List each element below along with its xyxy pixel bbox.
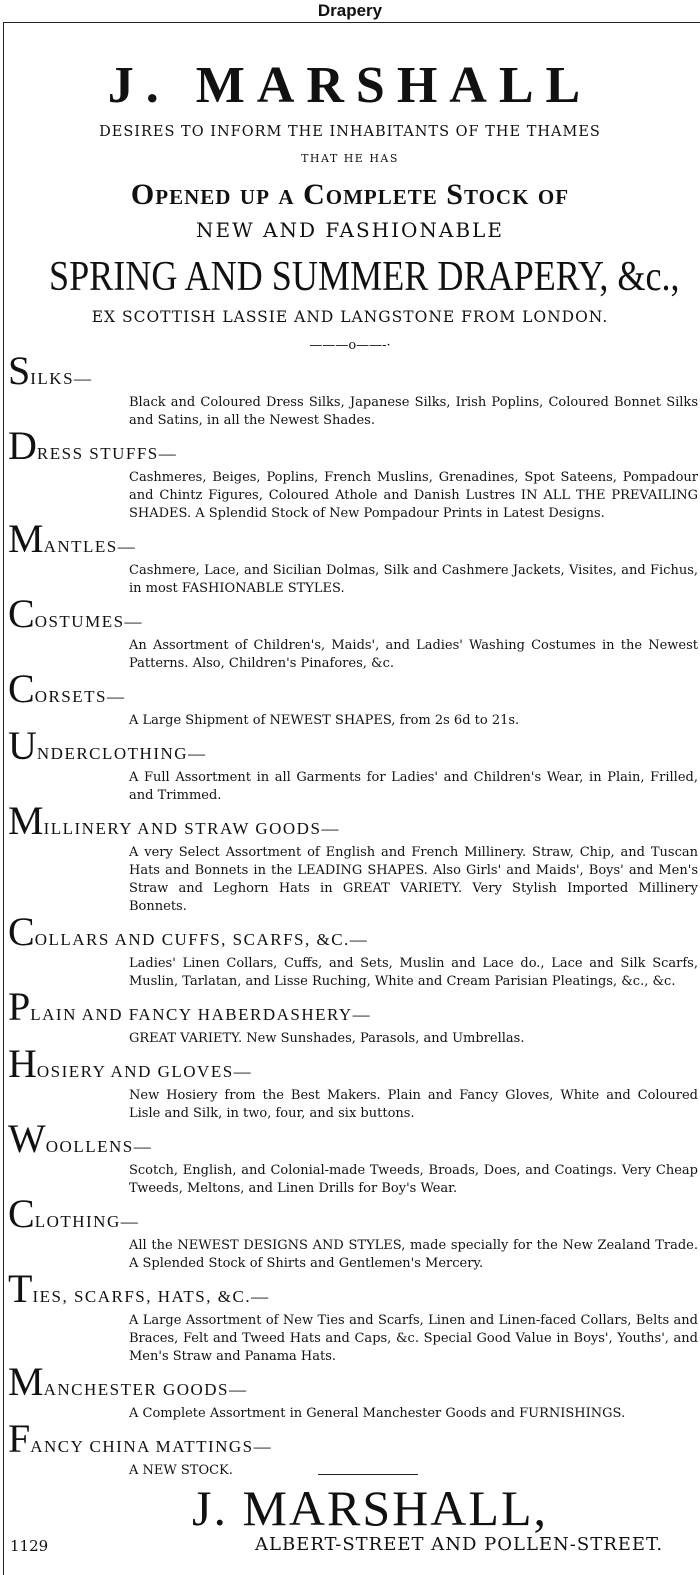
drop-cap: T: [8, 1266, 33, 1311]
drop-cap: C: [8, 666, 35, 711]
drop-cap: C: [8, 909, 35, 954]
section-clothing: [8, 1191, 698, 1273]
section-silks: [8, 348, 698, 430]
section-manchester-goods: [8, 1359, 698, 1423]
heading-text: ANCY CHINA MATTINGS—: [30, 1437, 273, 1456]
section-body: New Hosiery from the Best Makers. Plain and Fancy Gloves, White and Coloured Lisle and Silk, in two, four, and six buttons.: [129, 1088, 698, 1121]
section-heading: [8, 798, 698, 844]
drop-cap: W: [8, 1116, 46, 1161]
section-body: Ladies' Linen Collars, Cuffs, and Sets, Muslin and Lace do., Lace and Silk Scarfs, Muslin, Tarlatan, and Lisse Ruching, White and Cream Parisian Pleatings, &c., &c.: [129, 956, 698, 989]
section-haberdashery: [8, 984, 698, 1048]
drop-cap: P: [8, 984, 31, 1029]
section-body: An Assortment of Children's, Maids', and Ladies' Washing Costumes in the Newest Patterns. Also, Children's Pinafores, &c.: [129, 638, 698, 671]
section-body: A NEW STOCK.: [129, 1463, 233, 1478]
heading-text: ANCHESTER GOODS—: [43, 1380, 248, 1399]
section-hosiery-gloves: [8, 1041, 698, 1123]
intro-subline: THAT HE HAS: [301, 152, 399, 165]
page-number: 1129: [10, 1537, 49, 1555]
section-heading: [8, 666, 698, 712]
section-fancy-china-mattings: [8, 1416, 698, 1480]
heading-text: LAIN AND FANCY HABERDASHERY—: [30, 1005, 372, 1024]
drop-cap: D: [8, 423, 37, 468]
spring-summer-headline: SPRING AND SUMMER DRAPERY, &c.,: [49, 254, 680, 300]
heading-text: ILLINERY AND STRAW GOODS—: [43, 819, 340, 838]
product-sections: [8, 348, 698, 1481]
heading-text: OLLARS AND CUFFS, SCARFS, &C.—: [34, 930, 369, 949]
section-body: Black and Coloured Dress Silks, Japanese Silks, Irish Poplins, Coloured Bonnet Silks and Satins, in all the Newest Shades.: [129, 395, 698, 428]
section-heading: [8, 348, 698, 394]
heading-text: IES, SCARFS, HATS, &C.—: [32, 1287, 270, 1306]
section-body: A Large Assortment of New Ties and Scarfs, Linen and Linen-faced Collars, Belts and Braces, Felt and Tweed Hats and Caps, &c. Special Good Value in Boys', Youths', and Men's Straw and Panama Hats.: [129, 1313, 698, 1364]
section-corsets: [8, 666, 698, 730]
drop-cap: U: [8, 723, 37, 768]
drop-cap: M: [8, 798, 44, 843]
section-heading: [8, 723, 698, 769]
section-heading: [8, 909, 698, 955]
section-body: A Complete Assortment in General Manchester Goods and FURNISHINGS.: [129, 1406, 626, 1421]
section-heading: [8, 1266, 698, 1312]
section-heading: [8, 423, 698, 469]
section-heading: [8, 1359, 698, 1405]
section-dress-stuffs: [8, 423, 698, 523]
section-costumes: [8, 591, 698, 673]
section-body: All the NEWEST DESIGNS AND STYLES, made specially for the New Zealand Trade. A Splended Stock of Shirts and Gentlemen's Mercery.: [129, 1238, 698, 1271]
heading-text: OSTUMES—: [34, 612, 144, 631]
drop-cap: M: [8, 516, 44, 561]
heading-text: OSIERY AND GLOVES—: [36, 1062, 253, 1081]
section-ties-scarfs-hats: [8, 1266, 698, 1366]
section-body: Scotch, English, and Colonial-made Tweeds, Broads, Does, and Coatings. Very Cheap Tweeds, Meltons, and Linen Drills for Boy's Wear.: [129, 1163, 698, 1196]
drop-cap: F: [8, 1416, 31, 1461]
drop-cap: H: [8, 1041, 37, 1086]
section-header: Drapery: [317, 1, 383, 20]
section-body: A very Select Assortment of English and French Millinery. Straw, Chip, and Tuscan Hats and Bonnets in the LEADING SHAPES. Also Girls' and Maids', Boys' and Men's Straw and Leghorn Hats in GREAT VARIETY. Very Stylish Imported Millinery Bonnets.: [129, 845, 698, 914]
heading-text: ANTLES—: [43, 537, 137, 556]
section-woollens: [8, 1116, 698, 1198]
heading-text: RESS STUFFS—: [36, 444, 178, 463]
opened-headline: Opened up a Complete Stock of: [130, 178, 570, 211]
section-body: Cashmeres, Beiges, Poplins, French Muslins, Grenadines, Spot Sateens, Pompadour and Chintz Figures, Coloured Athole and Danish Lustres IN ALL THE PREVAILING SHADES. A Splendid Stock of New Pompadour Prints in Latest Designs.: [129, 470, 698, 521]
section-heading: [8, 516, 698, 562]
intro-line: DESIRES TO INFORM THE INHABITANTS OF THE THAMES: [99, 124, 601, 140]
section-body: A Full Assortment in all Garments for Ladies' and Children's Wear, in Plain, Frilled, and Trimmed.: [129, 770, 698, 803]
heading-text: ORSETS—: [34, 687, 126, 706]
section-underclothing: [8, 723, 698, 805]
heading-text: LOTHING—: [34, 1212, 140, 1231]
section-heading: [8, 591, 698, 637]
section-body: Cashmere, Lace, and Sicilian Dolmas, Silk and Cashmere Jackets, Visites, and Fichus, in most FASHIONABLE STYLES.: [129, 563, 698, 596]
heading-text: OOLLENS—: [45, 1137, 153, 1156]
heading-text: NDERCLOTHING—: [36, 744, 207, 763]
drop-cap: C: [8, 591, 35, 636]
left-column-rule: [3, 22, 4, 1575]
section-collars-cuffs: [8, 909, 698, 991]
new-fashionable-line: NEW AND FASHIONABLE: [196, 218, 504, 242]
section-heading: [8, 1191, 698, 1237]
drop-cap: S: [8, 348, 31, 393]
ornament-divider: ———o——-·: [309, 338, 391, 353]
section-millinery: [8, 798, 698, 916]
store-address: ALBERT-STREET AND POLLEN-STREET.: [255, 1534, 664, 1555]
heading-text: ILKS—: [30, 369, 93, 388]
section-heading: [8, 1041, 698, 1087]
drop-cap: C: [8, 1191, 35, 1236]
advertiser-name: J. MARSHALL: [107, 57, 593, 114]
footer-rule: [318, 1474, 418, 1475]
drop-cap: M: [8, 1359, 44, 1404]
ships-line: EX SCOTTISH LASSIE AND LANGSTONE FROM LONDON.: [91, 308, 609, 326]
section-mantles: [8, 516, 698, 598]
section-heading: [8, 984, 698, 1030]
footer-advertiser-name: J. MARSHALL,: [192, 1480, 548, 1536]
section-body: GREAT VARIETY. New Sunshades, Parasols, and Umbrellas.: [129, 1031, 525, 1046]
section-heading: [8, 1116, 698, 1162]
section-heading: [8, 1416, 698, 1462]
top-rule: [3, 22, 700, 23]
section-body: A Large Shipment of NEWEST SHAPES, from 2s 6d to 21s.: [129, 713, 520, 728]
